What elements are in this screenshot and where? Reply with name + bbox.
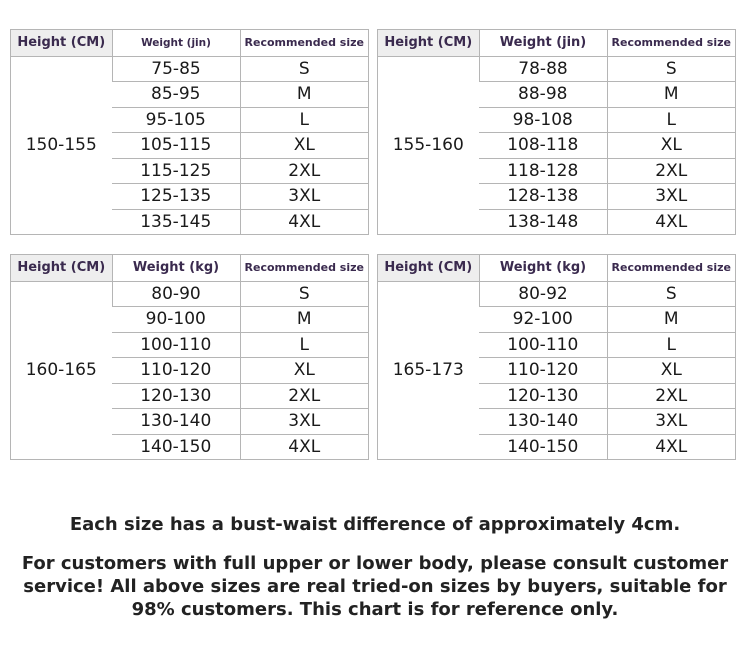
size-cell: M xyxy=(240,307,368,333)
weight-cell: 92-100 xyxy=(479,307,607,333)
size-cell: 2XL xyxy=(607,383,735,409)
weight-cell: 125-135 xyxy=(112,184,240,210)
weight-cell: 105-115 xyxy=(112,133,240,159)
height-range-cell: 165-173 xyxy=(378,281,479,459)
header-height: Height (CM) xyxy=(378,255,479,281)
bust-waist-note: Each size has a bust-waist difference of approximately 4cm. xyxy=(69,514,681,535)
header-height: Height (CM) xyxy=(11,255,112,281)
weight-cell: 100-110 xyxy=(479,332,607,358)
header-recommended-size: Recommended size xyxy=(607,30,735,56)
weight-cell: 118-128 xyxy=(479,158,607,184)
size-cell: S xyxy=(607,281,735,307)
size-cell: 4XL xyxy=(607,434,735,459)
header-weight: Weight (kg) xyxy=(112,255,240,281)
size-table-155-160 xyxy=(377,29,736,235)
size-cell: 3XL xyxy=(607,184,735,210)
header-recommended-size: Recommended size xyxy=(240,30,368,56)
weight-cell: 115-125 xyxy=(112,158,240,184)
weight-cell: 140-150 xyxy=(479,434,607,459)
size-cell: 2XL xyxy=(240,383,368,409)
header-height: Height (CM) xyxy=(378,30,479,56)
size-table-165-173 xyxy=(377,254,736,460)
weight-cell: 130-140 xyxy=(479,409,607,435)
size-cell: L xyxy=(607,107,735,133)
size-cell: L xyxy=(607,332,735,358)
weight-cell: 85-95 xyxy=(112,82,240,108)
weight-cell: 110-120 xyxy=(112,358,240,384)
weight-cell: 130-140 xyxy=(112,409,240,435)
header-weight: Weight (jin) xyxy=(479,30,607,56)
size-cell: 4XL xyxy=(607,209,735,234)
weight-cell: 108-118 xyxy=(479,133,607,159)
weight-cell: 120-130 xyxy=(479,383,607,409)
height-range-cell: 160-165 xyxy=(11,281,112,459)
weight-cell: 110-120 xyxy=(479,358,607,384)
weight-cell: 88-98 xyxy=(479,82,607,108)
header-recommended-size: Recommended size xyxy=(240,255,368,281)
size-table-150-155 xyxy=(10,29,369,235)
disclaimer-note: For customers with full upper or lower body, please consult customer service! All above sizes are real tried-on sizes by buyers, suitable for 98% customers. This chart is for reference only. xyxy=(21,553,729,620)
size-cell: XL xyxy=(240,133,368,159)
header-recommended-size: Recommended size xyxy=(607,255,735,281)
weight-cell: 80-92 xyxy=(479,281,607,307)
size-cell: S xyxy=(240,281,368,307)
height-range-cell: 155-160 xyxy=(378,56,479,234)
weight-cell: 100-110 xyxy=(112,332,240,358)
size-cell: M xyxy=(607,307,735,333)
size-cell: 3XL xyxy=(240,184,368,210)
weight-cell: 128-138 xyxy=(479,184,607,210)
size-cell: XL xyxy=(240,358,368,384)
weight-cell: 80-90 xyxy=(112,281,240,307)
size-cell: XL xyxy=(607,358,735,384)
weight-cell: 90-100 xyxy=(112,307,240,333)
size-cell: 4XL xyxy=(240,434,368,459)
size-cell: XL xyxy=(607,133,735,159)
header-weight: Weight (kg) xyxy=(479,255,607,281)
size-cell: 3XL xyxy=(240,409,368,435)
weight-cell: 138-148 xyxy=(479,209,607,234)
size-cell: L xyxy=(240,107,368,133)
size-cell: S xyxy=(240,56,368,82)
size-cell: M xyxy=(607,82,735,108)
header-weight: Weight (jin) xyxy=(112,30,240,56)
weight-cell: 98-108 xyxy=(479,107,607,133)
header-height: Height (CM) xyxy=(11,30,112,56)
height-range-cell: 150-155 xyxy=(11,56,112,234)
weight-cell: 135-145 xyxy=(112,209,240,234)
size-cell: L xyxy=(240,332,368,358)
weight-cell: 120-130 xyxy=(112,383,240,409)
size-table-160-165 xyxy=(10,254,369,460)
size-cell: 3XL xyxy=(607,409,735,435)
size-cell: M xyxy=(240,82,368,108)
size-cell: S xyxy=(607,56,735,82)
weight-cell: 140-150 xyxy=(112,434,240,459)
size-cell: 4XL xyxy=(240,209,368,234)
size-cell: 2XL xyxy=(607,158,735,184)
size-cell: 2XL xyxy=(240,158,368,184)
weight-cell: 78-88 xyxy=(479,56,607,82)
weight-cell: 95-105 xyxy=(112,107,240,133)
weight-cell: 75-85 xyxy=(112,56,240,82)
